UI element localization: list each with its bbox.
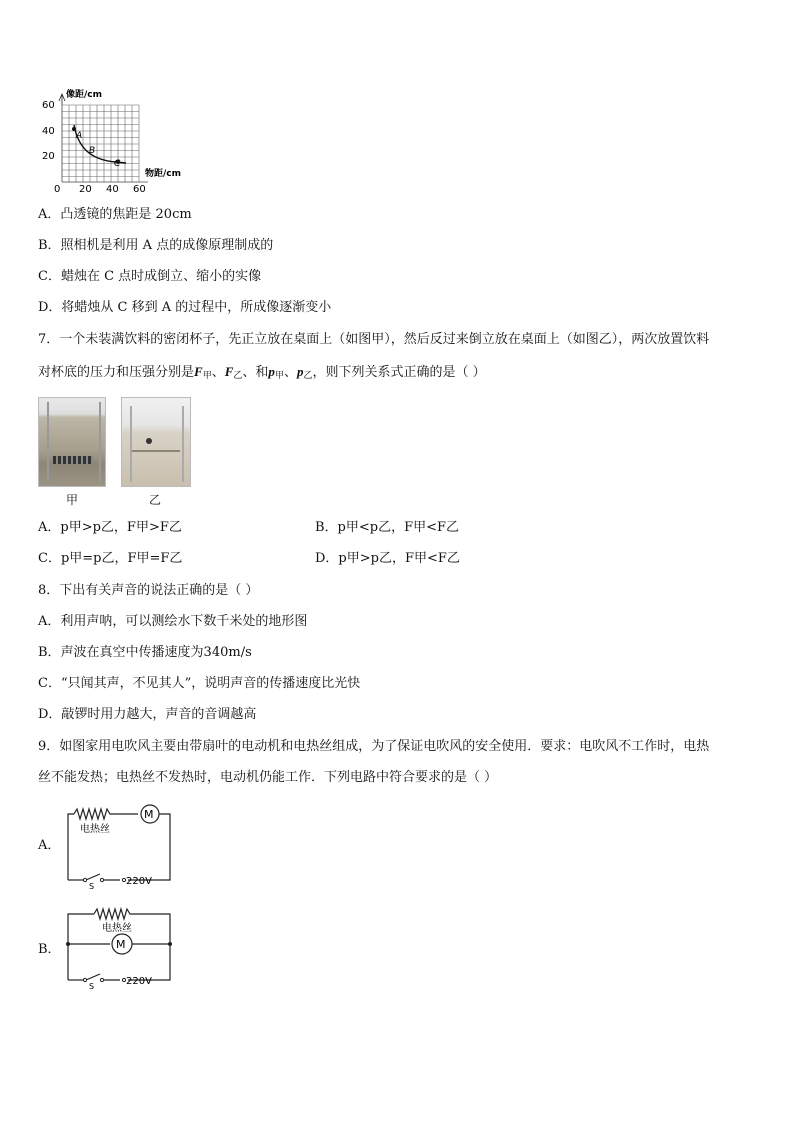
graph-x-tick: 60 — [133, 184, 146, 195]
cup-inverted-photo — [121, 397, 191, 487]
q9-stem-line2: 丝不能发热；电热丝不发热时，电动机仍能工作．下列电路中符合要求的是（ ） — [38, 770, 498, 785]
circuit-b-diagram — [62, 900, 182, 992]
q7-stem-prefix: 对杯底的压力和压强分别是 — [38, 365, 195, 380]
circuit-b-voltage-label: 220V — [126, 976, 152, 987]
q6-option-b: B．照相机是利用 A 点的成像原理制成的 — [38, 238, 274, 253]
q9-option-b-label: B． — [38, 942, 61, 957]
graph-point-label: A — [76, 131, 83, 141]
q8-stem: 8．下出有关声音的说法正确的是（ ） — [38, 583, 259, 598]
q7-option-a: A．p甲>p乙，F甲>F乙 — [38, 520, 182, 535]
q7-stem-line1: 7．一个未装满饮料的密闭杯子，先正立放在桌面上（如图甲），然后反过来倒立放在桌面上（如图乙），两次放置饮料 — [38, 332, 710, 347]
q9-option-a-label: A． — [38, 838, 61, 853]
graph-y-label: 像距/cm — [66, 90, 103, 100]
circuit-b-heater-label: 电热丝 — [102, 923, 132, 934]
graph-x-label: 物距/cm — [145, 169, 182, 179]
graph-x-tick: 0 — [54, 184, 61, 195]
q6-option-a: A．凸透镜的焦距是 20cm — [38, 207, 192, 222]
circuit-a-diagram — [62, 800, 182, 890]
graph-x-tick: 20 — [79, 184, 92, 195]
q8-option-d: D．敲锣时用力越大，声音的音调越高 — [38, 707, 257, 722]
graph-y-tick: 60 — [42, 100, 55, 111]
fig-label-yi: 乙 — [149, 493, 162, 507]
q6-option-d: D．将蜡烛从 C 移到 A 的过程中，所成像逐渐变小 — [38, 300, 332, 315]
circuit-a-motor-label: M — [144, 808, 154, 821]
circuit-a-heater-label: 电热丝 — [80, 824, 110, 835]
graph-y-tick: 20 — [42, 151, 55, 162]
q9-stem-line1: 9．如图家用电吹风主要由带扇叶的电动机和电热丝组成，为了保证电吹风的安全使用．要求：电吹风不工作时，电热 — [38, 739, 710, 754]
cup-upright-photo — [38, 397, 106, 487]
q7-option-b: B．p甲<p乙，F甲<F乙 — [315, 520, 460, 535]
q6-option-c: C．蜡烛在 C 点时成倒立、缩小的实像 — [38, 269, 262, 284]
q8-option-a: A．利用声呐，可以测绘水下数千米处的地形图 — [38, 614, 308, 629]
graph-x-tick: 40 — [106, 184, 119, 195]
graph-y-tick: 40 — [42, 126, 55, 137]
circuit-b-switch-label: S — [89, 982, 95, 991]
image-distance-graph — [38, 85, 198, 195]
fig-label-jia: 甲 — [66, 493, 79, 507]
graph-point-label: C — [114, 159, 121, 169]
circuit-a-voltage-label: 220V — [126, 876, 152, 887]
q8-option-c: C．“只闻其声，不见其人”，说明声音的传播速度比光快 — [38, 676, 361, 691]
q7-option-c: C．p甲=p乙，F甲=F乙 — [38, 551, 183, 566]
q7-stem-line2: 对杯底的压力和压强分别是$F_甲$、$F_乙$、和$p_甲$、$p_乙$，则下列关系式正确的是（ ） — [38, 364, 486, 381]
circuit-a-switch-label: S — [89, 882, 95, 890]
q7-stem-suffix: ，则下列关系式正确的是（ ） — [312, 365, 486, 380]
q7-option-d: D．p甲>p乙，F甲<F乙 — [315, 551, 460, 566]
q8-option-b: B．声波在真空中传播速度为340m/s — [38, 645, 252, 660]
circuit-b-motor-label: M — [116, 938, 126, 951]
graph-point-label: B — [89, 146, 96, 156]
